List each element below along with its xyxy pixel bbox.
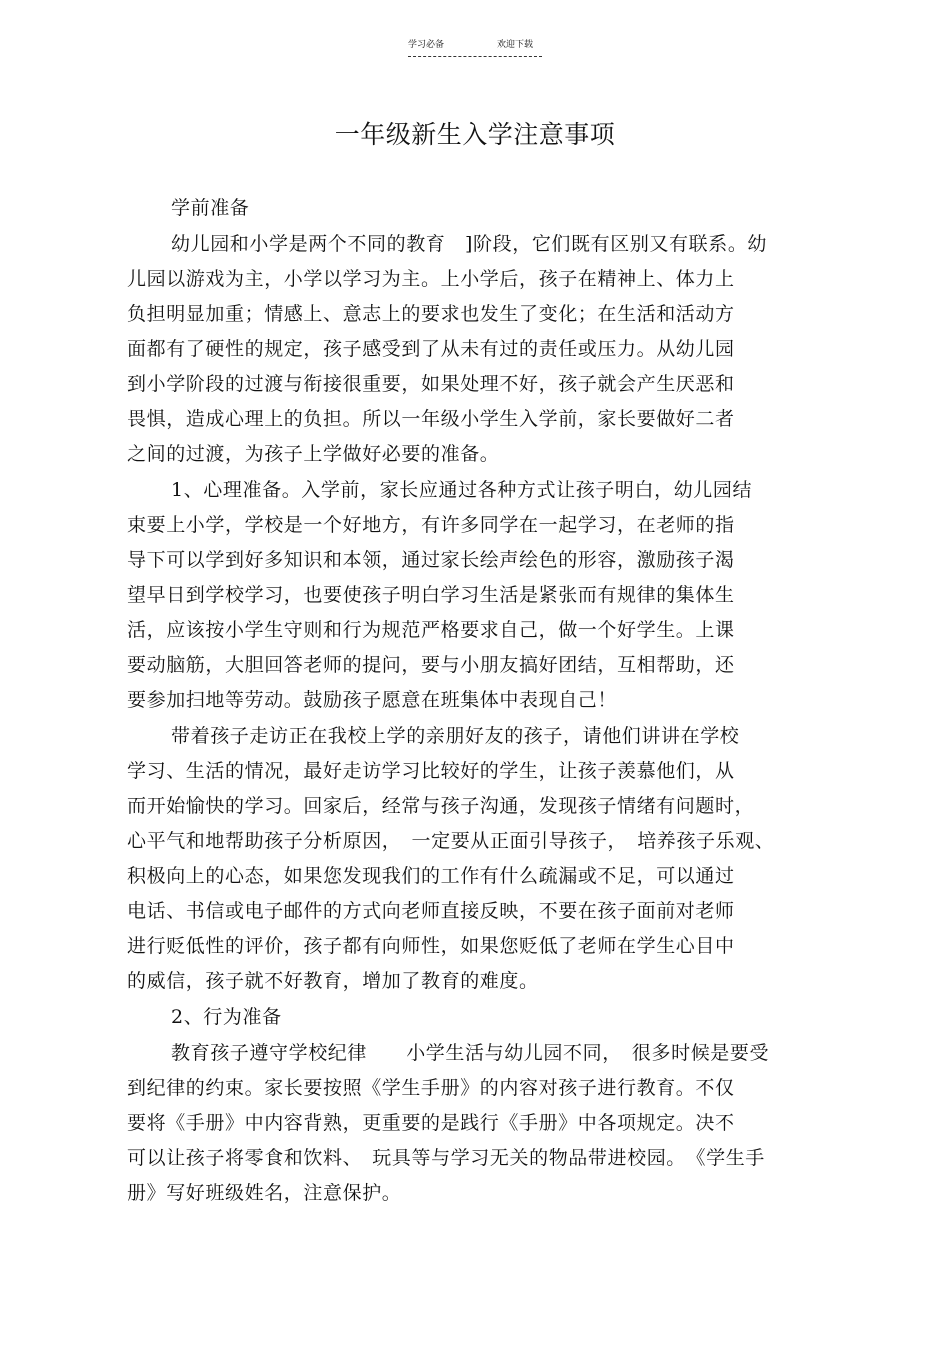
paragraph-line: 可以让孩子将零食和饮料、 玩具等与学习无关的物品带进校园。 《学生手 xyxy=(127,1147,765,1169)
document-title: 一年级新生入学注意事项 xyxy=(334,120,616,149)
paragraph-line: 导下可以学到好多知识和本领，通过家长绘声绘色的形容，激励孩子渴 xyxy=(127,549,735,571)
paragraph-line: 1、心理准备。入学前，家长应通过各种方式让孩子明白，幼儿园结 xyxy=(171,479,753,501)
header-right-text: 欢迎下载 xyxy=(497,40,534,50)
paragraph-line: 学习、生活的情况，最好走访学习比较好的学生，让孩子羡慕他们，从 xyxy=(127,760,735,782)
paragraph-line: 活，应该按小学生守则和行为规范严格要求自己，做一个好学生。上课 xyxy=(127,619,735,641)
paragraph-line: 而开始愉快的学习。回家后，经常与孩子沟通，发现孩子情绪有问题时， xyxy=(127,795,755,817)
paragraph-line: 幼儿园和小学是两个不同的教育 ]阶段，它们既有区别又有联系。幼 xyxy=(171,233,768,255)
paragraph-line: 要将《手册》中内容背熟，更重要的是践行《手册》中各项规定。决不 xyxy=(127,1112,735,1134)
paragraph-line: 积极向上的心态，如果您发现我们的工作有什么疏漏或不足，可以通过 xyxy=(127,865,735,887)
paragraph-line: 册》写好班级姓名，注意保护。 xyxy=(127,1182,402,1204)
section-heading-behavior: 2、行为准备 xyxy=(171,1006,282,1028)
page-header xyxy=(408,38,542,57)
paragraph-line: 到纪律的约束。家长要按照《学生手册》的内容对孩子进行教育。不仅 xyxy=(127,1077,735,1099)
paragraph-line: 带着孩子走访正在我校上学的亲朋好友的孩子，请他们讲讲在学校 xyxy=(171,725,740,747)
paragraph-line: 心平气和地帮助孩子分析原因， 一定要从正面引导孩子， 培养孩子乐观、 xyxy=(127,830,775,852)
paragraph-line: 要参加扫地等劳动。鼓励孩子愿意在班集体中表现自己！ xyxy=(127,689,618,711)
section-heading-preschool: 学前准备 xyxy=(171,197,250,219)
paragraph-line: 之间的过渡，为孩子上学做好必要的准备。 xyxy=(127,443,500,465)
paragraph-line: 畏惧，造成心理上的负担。所以一年级小学生入学前，家长要做好二者 xyxy=(127,408,735,430)
paragraph-line: 束要上小学，学校是一个好地方，有许多同学在一起学习，在老师的指 xyxy=(127,514,735,536)
paragraph-line: 教育孩子遵守学校纪律 小学生活与幼儿园不同， 很多时候是要受 xyxy=(171,1042,770,1064)
paragraph-line: 电话、书信或电子邮件的方式向老师直接反映，不要在孩子面前对老师 xyxy=(127,900,735,922)
paragraph-line: 负担明显加重；情感上、意志上的要求也发生了变化；在生活和活动方 xyxy=(127,303,735,325)
paragraph-line: 到小学阶段的过渡与衔接很重要，如果处理不好，孩子就会产生厌恶和 xyxy=(127,373,735,395)
paragraph-line: 儿园以游戏为主，小学以学习为主。上小学后，孩子在精神上、体力上 xyxy=(127,268,735,290)
paragraph-line: 进行贬低性的评价，孩子都有向师性，如果您贬低了老师在学生心目中 xyxy=(127,935,735,957)
header-left-text: 学习必备 xyxy=(408,40,445,50)
paragraph-line: 望早日到学校学习，也要使孩子明白学习生活是紧张而有规律的集体生 xyxy=(127,584,735,606)
paragraph-line: 的威信，孩子就不好教育，增加了教育的难度。 xyxy=(127,970,539,992)
paragraph-line: 要动脑筋，大胆回答老师的提问，要与小朋友搞好团结，互相帮助，还 xyxy=(127,654,735,676)
paragraph-line: 面都有了硬性的规定，孩子感受到了从未有过的责任或压力。从幼儿园 xyxy=(127,338,735,360)
